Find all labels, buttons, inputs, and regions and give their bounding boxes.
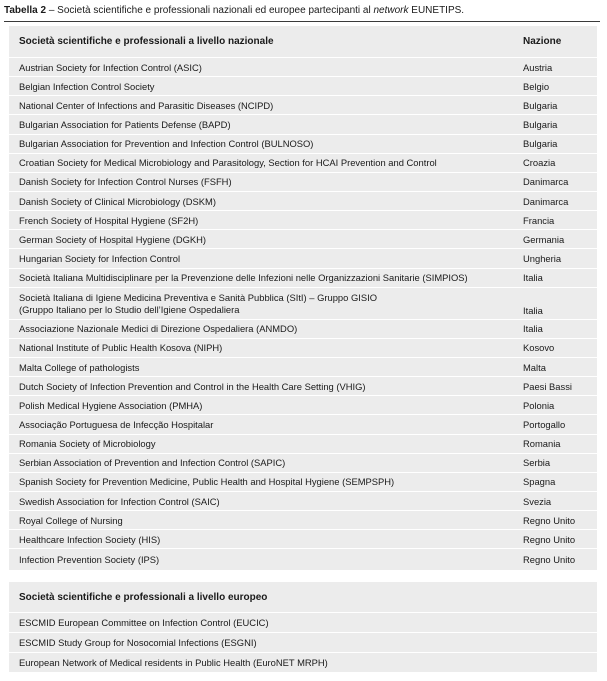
society-name: Royal College of Nursing: [19, 514, 123, 526]
society-name: ESCMID European Committee on Infection Control (EUCIC): [19, 617, 269, 629]
country: Polonia: [523, 399, 555, 411]
society-name: Belgian Infection Control Society: [19, 80, 155, 92]
society-name: Bulgarian Association for Prevention and Infection Control (BULNOSO): [19, 138, 314, 150]
country: Danimarca: [523, 176, 569, 188]
country: Svezia: [523, 495, 552, 507]
society-name-line2: (Gruppo Italiano per lo Studio dell’Igiene Ospedaliera: [19, 303, 240, 315]
header-society: Società scientifiche e professionali a livello nazionale: [19, 36, 274, 47]
country: Malta: [523, 361, 546, 373]
society-name: Spanish Society for Prevention Medicine, Public Health and Hospital Hygiene (SEMPSPH): [19, 476, 395, 488]
country: Kosovo: [523, 342, 555, 354]
table-row: [9, 114, 597, 133]
caption-label: Tabella 2: [4, 5, 47, 16]
table-row: [9, 229, 597, 248]
country: Croazia: [523, 157, 556, 169]
caption-text-a: – Società scientifiche e professionali nazionali ed europee partecipanti al: [46, 5, 374, 16]
european-header-row: [9, 582, 597, 612]
table-row: [9, 434, 597, 453]
society-name: Società Italiana Multidisciplinare per la Prevenzione delle Infezioni nelle Organizzazioni Sanitarie (SIMPIOS): [19, 272, 468, 284]
table-row: [9, 210, 597, 229]
society-name: Swedish Association for Infection Control (SAIC): [19, 495, 220, 507]
society-name-line1: Società Italiana di Igiene Medicina Preventiva e Sanità Pubblica (SItI) – Gruppo GISIO: [19, 291, 378, 303]
table-row: [9, 248, 597, 267]
society-name: Polish Medical Hygiene Association (PMHA): [19, 399, 203, 411]
table-row: [9, 510, 597, 529]
society-name: Austrian Society for Infection Control (ASIC): [19, 61, 202, 73]
table-row: [9, 491, 597, 510]
national-section: [9, 26, 597, 570]
table-row: [9, 287, 597, 319]
table-row: [9, 652, 597, 672]
society-name: ESCMID Study Group for Nosocomial Infections (ESGNI): [19, 637, 257, 649]
table-row: [9, 632, 597, 652]
table-row: [9, 76, 597, 95]
table-row: [9, 134, 597, 153]
societies-table: [9, 26, 597, 672]
table-row: [9, 57, 597, 76]
country: Regno Unito: [523, 554, 576, 566]
society-name: Healthcare Infection Society (HIS): [19, 533, 161, 545]
society-name: Dutch Society of Infection Prevention and Control in the Health Care Setting (VHIG): [19, 380, 366, 392]
country: Belgio: [523, 80, 550, 92]
european-section: [9, 582, 597, 672]
country: Austria: [523, 61, 553, 73]
table-row: [9, 472, 597, 491]
society-name: [19, 292, 523, 316]
society-name: Croatian Society for Medical Microbiology and Parasitology, Section for HCAI Prevention and Control: [19, 157, 437, 169]
table-row: [9, 529, 597, 548]
caption-italic: network: [373, 5, 409, 16]
country: Danimarca: [523, 195, 569, 207]
table-row: [9, 191, 597, 210]
society-name: Romania Society of Microbiology: [19, 438, 156, 450]
society-name: Serbian Association of Prevention and Infection Control (SAPIC): [19, 457, 286, 469]
country: Italia: [523, 304, 543, 316]
table-row: [9, 338, 597, 357]
table-row: [9, 319, 597, 338]
society-name: Danish Society of Clinical Microbiology (DSKM): [19, 195, 216, 207]
country: Serbia: [523, 457, 551, 469]
table-row: [9, 612, 597, 632]
society-name: National Center of Infections and Parasitic Diseases (NCIPD): [19, 99, 274, 111]
country: Spagna: [523, 476, 556, 488]
table-caption: [4, 4, 602, 18]
table-row: [9, 548, 597, 570]
country: Bulgaria: [523, 138, 558, 150]
society-name: European Network of Medical residents in Public Health (EuroNET MRPH): [19, 657, 328, 669]
society-name: Associazione Nazionale Medici di Direzione Ospedaliera (ANMDO): [19, 323, 298, 335]
section-gap: [9, 570, 597, 582]
table-row: [9, 95, 597, 114]
table-row: [9, 172, 597, 191]
country: Paesi Bassi: [523, 380, 572, 392]
society-name: German Society of Hospital Hygiene (DGKH): [19, 233, 207, 245]
header-country: Nazione: [523, 36, 562, 47]
country: Regno Unito: [523, 533, 576, 545]
table-row: [9, 414, 597, 433]
society-name: Hungarian Society for Infection Control: [19, 252, 181, 264]
table-row: [9, 357, 597, 376]
header-european: Società scientifiche e professionali a livello europeo: [19, 591, 268, 603]
society-name: Malta College of pathologists: [19, 361, 140, 373]
society-name: French Society of Hospital Hygiene (SF2H): [19, 214, 199, 226]
society-name: Bulgarian Association for Patients Defense (BAPD): [19, 118, 231, 130]
table-row: [9, 453, 597, 472]
country: Ungheria: [523, 252, 562, 264]
society-name: Associação Portuguesa de Infecção Hospitalar: [19, 418, 214, 430]
table-row: [9, 153, 597, 172]
society-name: Danish Society for Infection Control Nurses (FSFH): [19, 176, 232, 188]
table-row: [9, 395, 597, 414]
country: Italia: [523, 272, 543, 284]
country: Francia: [523, 214, 555, 226]
table-row: [9, 268, 597, 287]
country: Regno Unito: [523, 514, 576, 526]
caption-text-b: EUNETIPS.: [408, 5, 465, 16]
country: Italia: [523, 323, 543, 335]
country: Germania: [523, 233, 565, 245]
society-name: National Institute of Public Health Kosova (NIPH): [19, 342, 223, 354]
top-rule: [4, 21, 600, 22]
table-row: [9, 376, 597, 395]
society-name: Infection Prevention Society (IPS): [19, 554, 160, 566]
national-header-row: [9, 26, 597, 57]
country: Bulgaria: [523, 118, 558, 130]
country: Portogallo: [523, 418, 566, 430]
country: Bulgaria: [523, 99, 558, 111]
country: Romania: [523, 438, 561, 450]
